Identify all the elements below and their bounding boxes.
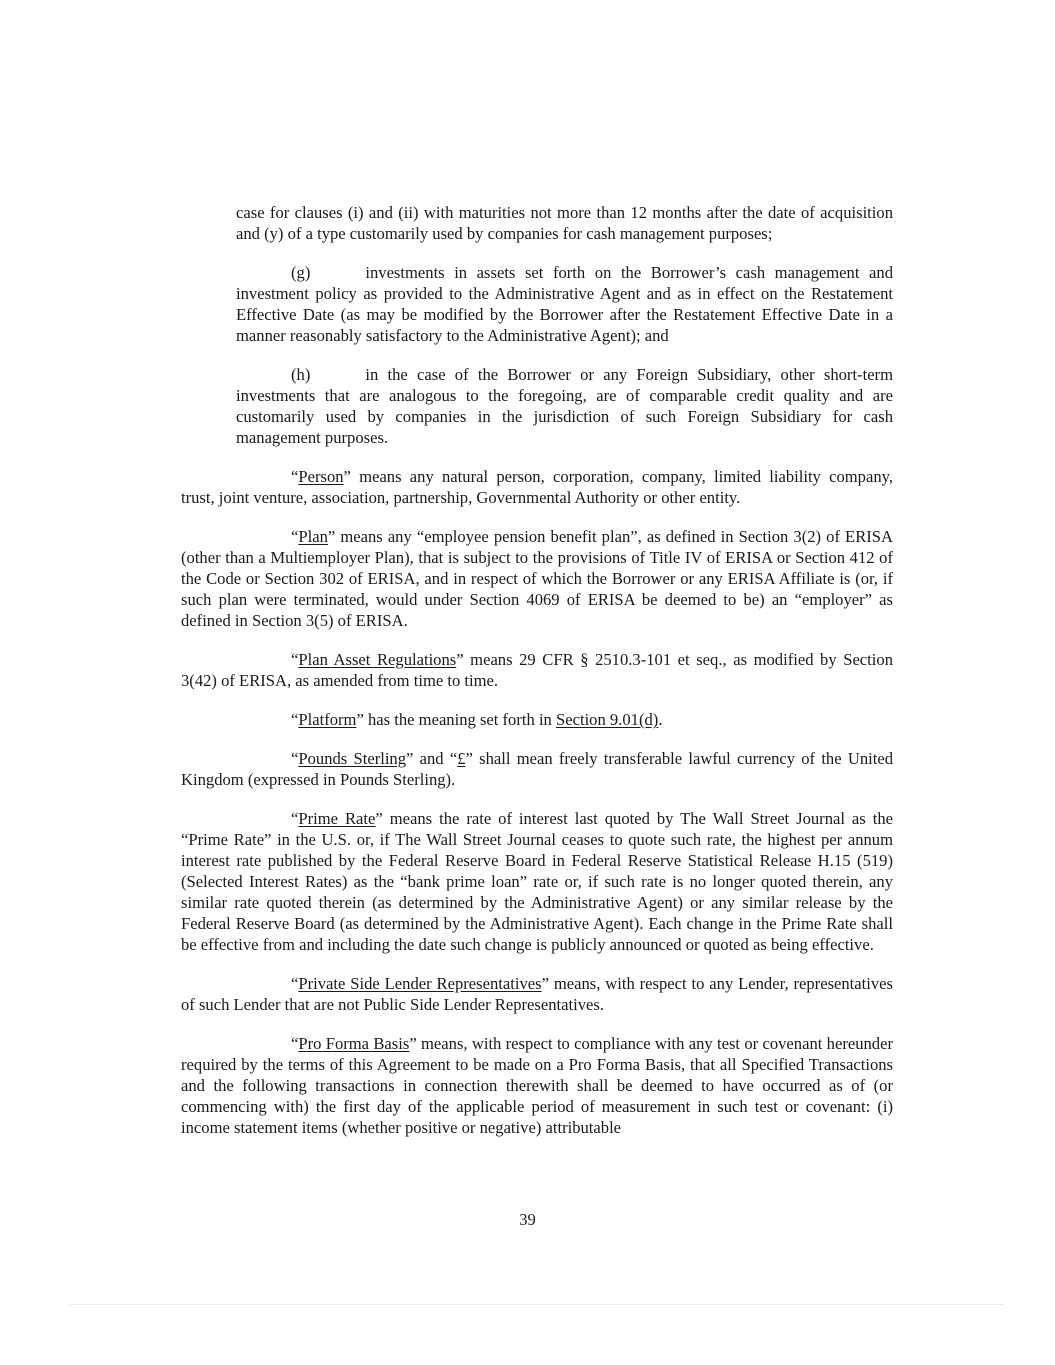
section-reference-link: Section 9.01(d) xyxy=(556,710,659,729)
defined-term-plan: Plan xyxy=(298,527,328,546)
page-number: 39 xyxy=(519,1210,536,1229)
definition-plan: “Plan” means any “employee pension benefit plan”, as defined in Section 3(2) of ERISA (other than a Multiemployer Plan), that is subject to the provisions of Title IV of ERISA or Section 412 of the Code or Section 302 of ERISA, and in respect of which the Borrower or any ERISA Affiliate is (or, if such plan were terminated, would under Section 4069 of ERISA be deemed to be) an “employer” as defined in Section 3(5) of ERISA. xyxy=(181,527,893,630)
defined-term-prime-rate: Prime Rate xyxy=(298,809,376,828)
definition-person-text: means any natural person, corporation, company, limited liability company, trust, joint venture, association, partnership, Governmental Authority or other entity. xyxy=(181,467,893,507)
definition-platform-text: has the meaning set forth in xyxy=(363,710,556,729)
page-bottom-divider xyxy=(70,1304,1005,1305)
defined-term-pro-forma-basis: Pro Forma Basis xyxy=(298,1034,410,1053)
definition-plan-asset-regulations-text: means 29 CFR § 2510.3-101 et seq., as modified by Section 3(42) of ERISA, as amended from time to time. xyxy=(181,650,893,690)
definition-private-side-lender-representatives: “Private Side Lender Representatives” means, with respect to any Lender, representatives of such Lender that are not Public Side Lender Representatives. xyxy=(181,974,893,1014)
definition-pounds-sterling: “Pounds Sterling” and “£” shall mean freely transferable lawful currency of the United Kingdom (expressed in Pounds Sterling). xyxy=(181,749,893,789)
definition-platform-end: . xyxy=(658,710,663,729)
page-body xyxy=(181,202,893,1156)
definition-person: “Person” means any natural person, corporation, company, limited liability company, trust, joint venture, association, partnership, Governmental Authority or other entity. xyxy=(181,467,893,507)
clause-f-continuation: case for clauses (i) and (ii) with maturities not more than 12 months after the date of acquisition and (y) of a type customarily used by companies for cash management purposes; xyxy=(236,203,893,243)
defined-term-pounds-sterling: Pounds Sterling xyxy=(298,749,407,768)
definition-plan-text: means any “employee pension benefit plan”, as defined in Section 3(2) of ERISA (other than a Multiemployer Plan), that is subject to the provisions of Title IV of ERISA or Section 412 of the Code or Section 302 of ERISA, and in respect of which the Borrower or any ERISA Affiliate is (or, if such plan were terminated, would under Section 4069 of ERISA be deemed to be) an “employer” as defined in Section 3(5) of ERISA. xyxy=(181,527,893,630)
definition-prime-rate: “Prime Rate” means the rate of interest last quoted by The Wall Street Journal as the “Prime Rate” in the U.S. or, if The Wall Street Journal ceases to quote such rate, the highest per annum interest rate published by the Federal Reserve Board in Federal Reserve Statistical Release H.15 (519) (Selected Interest Rates) as the “bank prime loan” rate or, if such rate is no longer quoted therein, any similar rate quoted therein (as determined by the Administrative Agent) or any similar release by the Federal Reserve Board (as determined by the Administrative Agent). Each change in the Prime Rate shall be effective from and including the date such change is publicly announced or quoted as being effective. xyxy=(181,809,893,954)
definition-pro-forma-basis: “Pro Forma Basis” means, with respect to compliance with any test or covenant hereunder required by the terms of this Agreement to be made on a Pro Forma Basis, that all Specified Transactions and the following transactions in connection therewith shall be deemed to have occurred as of (or commencing with) the first day of the applicable period of measurement in such test or covenant: (i) income statement items (whether positive or negative) attributable xyxy=(181,1034,893,1137)
definition-private-side-text: means, with respect to any Lender, representatives of such Lender that are not Public Side Lender Representatives. xyxy=(181,974,893,1014)
definition-pro-forma-basis-text: means, with respect to compliance with any test or covenant hereunder required by the terms of this Agreement to be made on a Pro Forma Basis, that all Specified Transactions and the following transactions in connection therewith shall be deemed to have occurred as of (or commencing with) the first day of the applicable period of measurement in such test or covenant: (i) income statement items (whether positive or negative) attributable xyxy=(181,1034,893,1137)
definition-platform: “Platform” has the meaning set forth in Section 9.01(d). xyxy=(291,710,663,729)
defined-term-private-side-lender-representatives: Private Side Lender Representatives xyxy=(298,974,542,993)
definition-pounds-joiner: and “ xyxy=(413,749,458,768)
defined-term-plan-asset-regulations: Plan Asset Regulations xyxy=(298,650,457,669)
clause-h-text: in the case of the Borrower or any Foreign Subsidiary, other short-term investments that are analogous to the foregoing, are of comparable credit quality and are customarily used by companies in the jurisdiction of such Foreign Subsidiary for cash management purposes. xyxy=(236,365,893,447)
definition-prime-rate-text: means the rate of interest last quoted by The Wall Street Journal as the “Prime Rate” in the U.S. or, if The Wall Street Journal ceases to quote such rate, the highest per annum interest rate published by the Federal Reserve Board in Federal Reserve Statistical Release H.15 (519) (Selected Interest Rates) as the “bank prime loan” rate or, if such rate is no longer quoted therein, any similar rate quoted therein (as determined by the Administrative Agent) or any similar release by the Federal Reserve Board (as determined by the Administrative Agent). Each change in the Prime Rate shall be effective from and including the date such change is publicly announced or quoted as being effective. xyxy=(181,809,893,954)
clause-g xyxy=(236,262,893,346)
defined-term-platform: Platform xyxy=(298,710,357,729)
defined-term-pound-symbol: £ xyxy=(457,749,466,768)
clause-h-label: (h) xyxy=(291,365,311,384)
clause-g-label: (g) xyxy=(291,263,311,282)
definition-plan-asset-regulations: “Plan Asset Regulations” means 29 CFR § 2510.3-101 et seq., as modified by Section 3(42) of ERISA, as amended from time to time. xyxy=(181,650,893,690)
clause-h xyxy=(236,364,893,448)
clause-g-text: investments in assets set forth on the Borrower’s cash management and investment policy as provided to the Administrative Agent and as in effect on the Restatement Effective Date (as may be modified by the Borrower after the Restatement Effective Date in a manner reasonably satisfactory to the Administrative Agent); and xyxy=(236,263,893,345)
defined-term-person: Person xyxy=(298,467,344,486)
definition-pounds-sterling-text: shall mean freely transferable lawful currency of the United Kingdom (expressed in Pounds Sterling). xyxy=(181,749,893,789)
